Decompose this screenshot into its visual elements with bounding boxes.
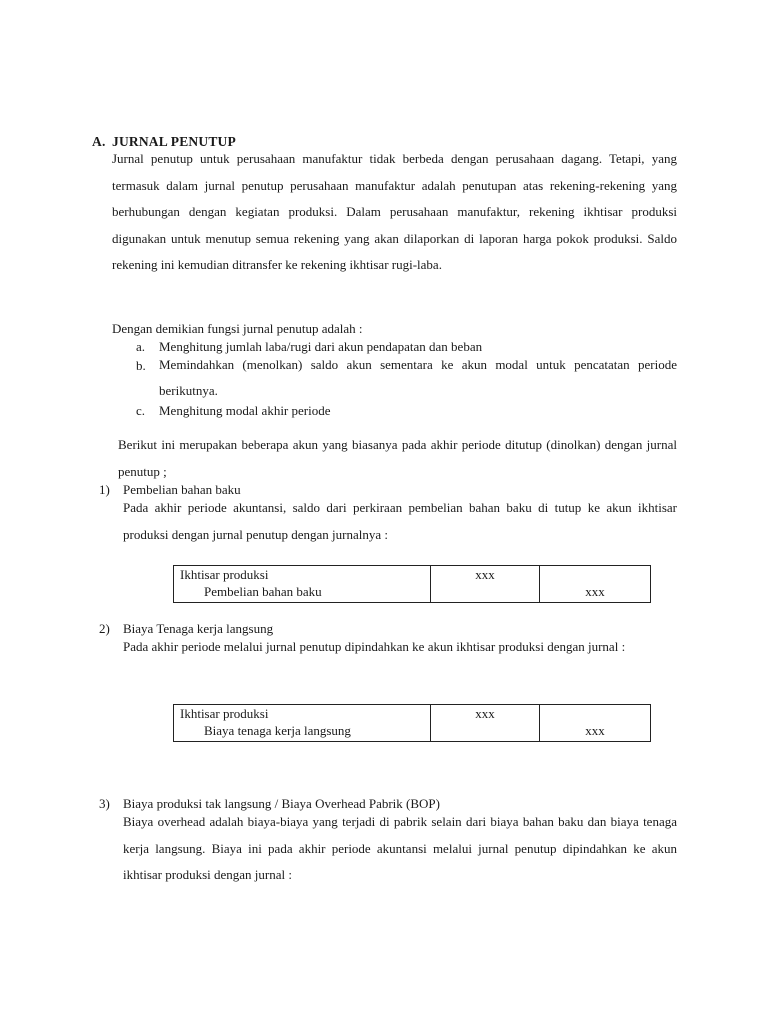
function-marker-b: b. [136, 358, 146, 373]
debit-account: Ikhtisar produksi [180, 567, 269, 582]
function-item-c: Menghitung modal akhir periode [159, 403, 331, 418]
item-1-number: 1) [99, 482, 110, 497]
item-2-description: Pada akhir periode melalui jurnal penutup dipindahkan ke akun ikhtisar produksi dengan jurnal : [123, 639, 626, 654]
credit-account: Pembelian bahan baku [204, 584, 322, 599]
functions-intro: Dengan demikian fungsi jurnal penutup adalah : [112, 321, 363, 336]
journal-table-2 [173, 704, 651, 742]
credit-account: Biaya tenaga kerja langsung [204, 723, 351, 738]
account-cell [174, 566, 431, 603]
item-1-description: Pada akhir periode akuntansi, saldo dari perkiraan pembelian bahan baku di tutup ke akun ikhtisar produksi dengan jurnal penutup dengan jurnalnya : [123, 500, 677, 542]
credit-cell [540, 705, 651, 742]
table-row [174, 705, 651, 742]
credit-amount: xxx [585, 584, 605, 599]
function-marker-c: c. [136, 403, 146, 418]
item-2-number: 2) [99, 621, 110, 636]
debit-amount: xxx [475, 567, 495, 582]
function-item-b: Memindahkan (menolkan) saldo akun sementara ke akun modal untuk pencatatan periode berikutnya. [159, 357, 677, 398]
function-marker-a: a. [136, 339, 146, 354]
section-letter: A. [92, 134, 106, 149]
item-3-title: Biaya produksi tak langsung / Biaya Overhead Pabrik (BOP) [123, 796, 440, 811]
credit-amount: xxx [585, 723, 605, 738]
debit-cell [431, 566, 540, 603]
credit-cell [540, 566, 651, 603]
function-item-a: Menghitung jumlah laba/rugi dari akun pendapatan dan beban [159, 339, 483, 354]
item-1-title: Pembelian bahan baku [123, 482, 241, 497]
debit-account: Ikhtisar produksi [180, 706, 269, 721]
item-3-description: Biaya overhead adalah biaya-biaya yang terjadi di pabrik selain dari biaya bahan baku dan biaya tenaga kerja langsung. Biaya ini pada akhir periode akuntansi melalui jurnal penutup dipindahkan ke akun ikhtisar produksi dengan jurnal : [123, 814, 677, 882]
debit-cell [431, 705, 540, 742]
table-row [174, 566, 651, 603]
section-title: JURNAL PENUTUP [112, 134, 236, 149]
intro-paragraph: Jurnal penutup untuk perusahaan manufaktur tidak berbeda dengan perusahaan dagang. Tetapi, yang termasuk dalam jurnal penutup perusahaan manufaktur adalah penutupan atas rekening-rekening yang berhubungan dengan kegiatan produksi. Dalam perusahaan manufaktur, rekening ikhtisar produksi digunakan untuk menutup semua rekening yang akan dilaporkan di laporan harga pokok produksi. Saldo rekening ini kemudian ditransfer ke rekening ikhtisar rugi-laba. [112, 151, 677, 272]
account-cell [174, 705, 431, 742]
item-3-number: 3) [99, 796, 110, 811]
closing-intro: Berikut ini merupakan beberapa akun yang biasanya pada akhir periode ditutup (dinolkan) dengan jurnal penutup ; [118, 437, 677, 479]
journal-table-1 [173, 565, 651, 603]
item-2-title: Biaya Tenaga kerja langsung [123, 621, 274, 636]
debit-amount: xxx [475, 706, 495, 721]
